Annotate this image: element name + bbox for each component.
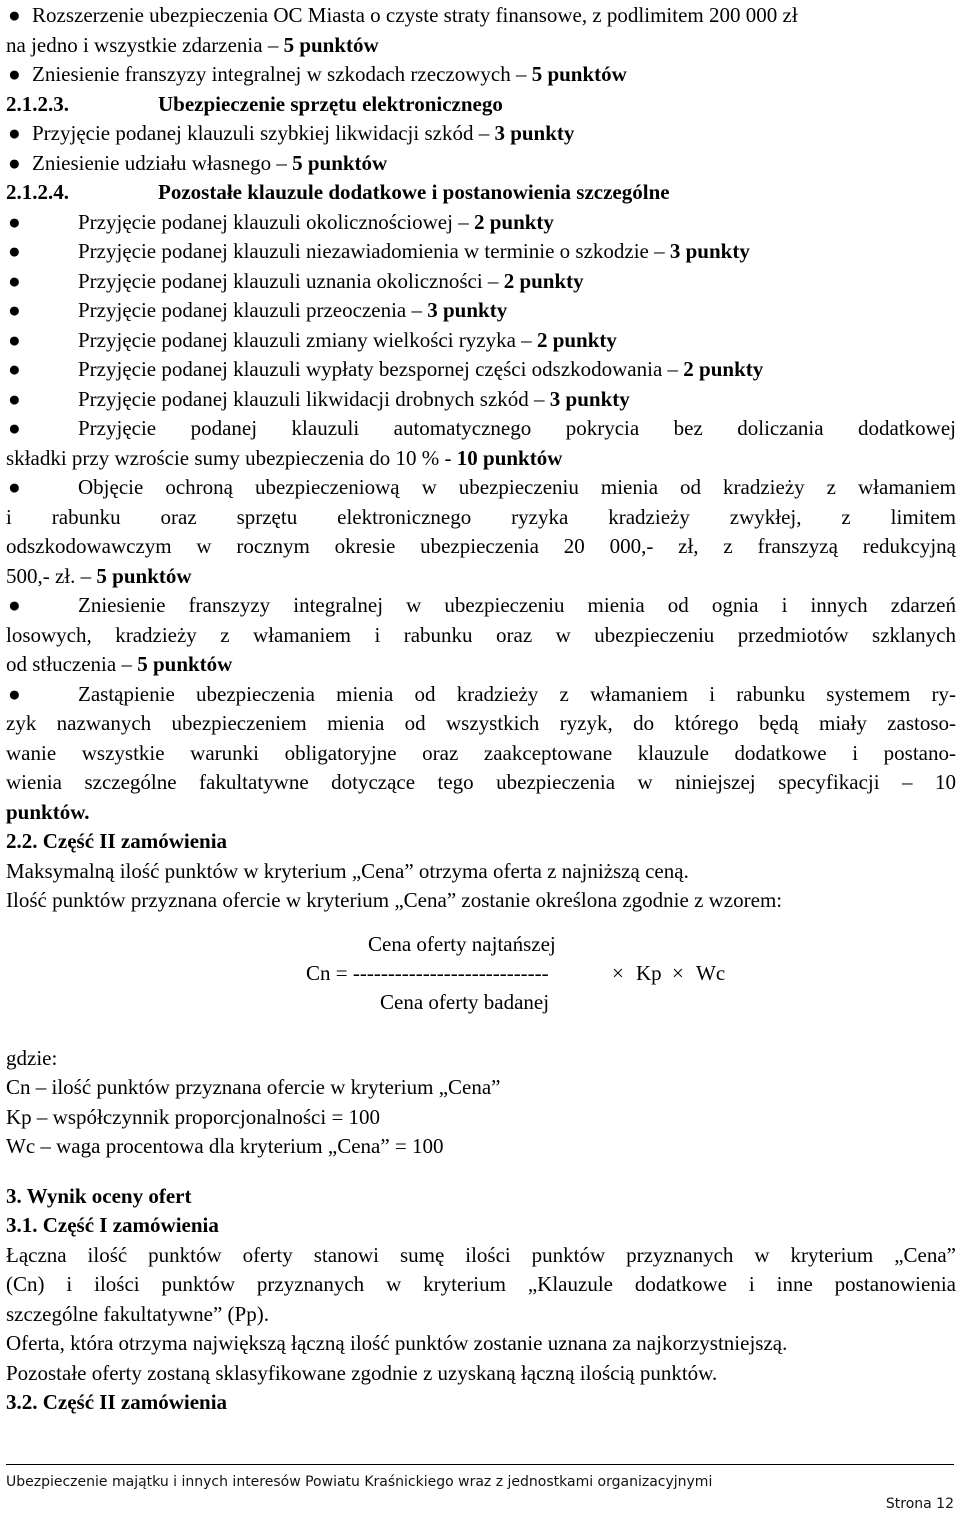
list-item (6, 385, 956, 415)
list-item-text: Przyjęcie podanej klauzuli zmiany wielkości ryzyka – (78, 327, 537, 352)
formula-denominator: Cena oferty badanej (380, 989, 550, 1014)
section-heading-3-2: 3.2. Część II zamówienia (6, 1390, 228, 1414)
formula-numerator: Cena oferty najtańszej (368, 931, 556, 956)
bullet-icon: ● (8, 681, 21, 706)
list-item-text: Objęcie ochroną ubezpieczeniową w ubezpieczeniu mienia od kradzieży z włamaniem (78, 475, 956, 499)
paragraph-line: Ilość punktów przyznana ofercie w kryterium „Cena” zostanie określona zgodnie z wzorem: (6, 888, 783, 912)
list-item (6, 149, 956, 179)
section-heading-2-1-2-4 (6, 178, 956, 208)
paragraph-line: Oferta, która otrzyma największą łączną ilość punktów zostanie uznana za najkorzystniejszą. (6, 1331, 788, 1355)
list-item-text: Zastąpienie ubezpieczenia mienia od kradzieży z włamaniem i rabunku systemem ry- (78, 681, 956, 706)
list-item-text: Zniesienie franszyzy integralnej w ubezpieczeniu mienia od ognia i innych zdarzeń (78, 593, 956, 617)
footer-text: Ubezpieczenie majątku i innych interesów Powiatu Kraśnickiego wraz z jednostkami organizacyjnymi (6, 1474, 713, 1490)
list-item (6, 591, 956, 621)
document-body (6, 1, 956, 1418)
bullet-icon: ● (8, 121, 21, 145)
section-number: 2.1.2.3. (6, 91, 69, 116)
points-value: 5 punktów (96, 563, 192, 588)
list-item (6, 60, 956, 90)
list-item-continuation: wienia szczególne fakultatywne dotyczące tego ubezpieczenia w niniejszej specyfikacji – 10 (6, 770, 956, 794)
page-footer (6, 1468, 954, 1498)
points-value: 3 punkty (669, 239, 750, 263)
list-item (6, 414, 956, 444)
list-item-continuation: od stłuczenia – 5 punktów (6, 652, 233, 676)
times-icon: × (612, 960, 624, 985)
list-item-continuation: losowych, kradzieży z włamaniem i rabunku oraz w ubezpieczeniu przedmiotów szklanych (6, 622, 956, 647)
section-title: Pozostałe klauzule dodatkowe i postanowienia szczególne (158, 180, 670, 204)
section-heading-2-1-2-3 (6, 90, 956, 120)
points-value: punktów. (6, 799, 90, 824)
list-item (6, 473, 956, 503)
bullet-icon: ● (8, 386, 21, 411)
list-item-text: Zniesienie franszyzy integralnej w szkodach rzeczowych – (32, 62, 532, 86)
paragraph-line: Łączna ilość punktów oferty stanowi sumę ilości punktów przyznanych w kryterium „Cena” (6, 1242, 956, 1267)
list-item (6, 237, 956, 267)
legend-item: Wc – waga procentowa dla kryterium „Cena” = 100 (6, 1134, 444, 1158)
points-value: 3 punkty (494, 121, 575, 145)
list-item (6, 680, 956, 710)
list-item-text: Przyjęcie podanej klauzuli wypłaty bezspornej części odszkodowania – (78, 357, 684, 381)
bullet-icon: ● (8, 475, 21, 499)
points-value: 3 punkty (549, 386, 630, 411)
list-item (6, 326, 956, 356)
bullet-icon: ● (8, 268, 21, 293)
bullet-icon: ● (8, 150, 21, 175)
section-heading-3: 3. Wynik oceny ofert (6, 1183, 192, 1208)
list-item-text: Przyjęcie podanej klauzuli przeoczenia – (78, 298, 428, 322)
bullet-icon: ● (8, 298, 21, 322)
bullet-icon: ● (8, 357, 21, 381)
legend-intro: gdzie: (6, 1045, 58, 1070)
bullet-icon: ● (8, 209, 21, 234)
paragraph-line: szczególne fakultatywne” (Pp). (6, 1301, 269, 1326)
points-value: 5 punktów (137, 652, 233, 676)
list-item (6, 208, 956, 238)
points-value: 5 punktów (292, 150, 388, 175)
list-item-text: Przyjęcie podanej klauzuli likwidacji drobnych szkód – (78, 386, 550, 411)
price-formula (6, 930, 956, 1038)
list-item-continuation: zyk nazwanych ubezpieczeniem mienia od wszystkich ryzyk, do którego będą miały zastoso- (6, 711, 956, 735)
list-item-continuation: odszkodowawczym w rocznym okresie ubezpieczenia 20 000,- zł, z franszyzą redukcyjną (6, 534, 956, 558)
section-title: Ubezpieczenie sprzętu elektronicznego (158, 91, 503, 116)
paragraph-line: (Cn) i ilości punktów przyznanych w kryterium „Klauzule dodatkowe i inne postanowienia (6, 1272, 956, 1296)
points-value: 3 punkty (427, 298, 508, 322)
list-item-text: Przyjęcie podanej klauzuli automatycznego pokrycia bez doliczania dodatkowej (78, 416, 956, 440)
list-item (6, 1, 956, 31)
points-value: 5 punktów (283, 32, 379, 57)
list-item-continuation: i rabunku oraz sprzętu elektronicznego ryzyka kradzieży zwykłej, z limitem (6, 504, 956, 529)
list-item-continuation: na jedno i wszystkie zdarzenia – 5 punktów (6, 32, 379, 57)
formula-kp: Kp (636, 960, 662, 985)
list-item-continuation: składki przy wzroście sumy ubezpieczenia do 10 % - 10 punktów (6, 445, 563, 470)
times-icon: × (672, 960, 684, 985)
list-item (6, 296, 956, 326)
bullet-icon: ● (8, 239, 21, 263)
formula-wc: Wc (696, 960, 726, 985)
bullet-icon: ● (8, 593, 21, 617)
points-value: 2 punkty (503, 268, 584, 293)
points-value: 5 punktów (531, 62, 627, 86)
paragraph-line: Pozostałe oferty zostaną sklasyfikowane zgodnie z uzyskaną łączną ilością punktów. (6, 1360, 718, 1385)
section-number: 2.1.2.4. (6, 180, 69, 204)
page-number: Strona 12 (885, 1496, 954, 1512)
points-value: 2 punkty (473, 209, 554, 234)
list-item (6, 355, 956, 385)
bullet-icon: ● (8, 62, 21, 86)
paragraph-line: Maksymalną ilość punktów w kryterium „Cena” otrzyma oferta z najniższą ceną. (6, 858, 689, 883)
section-heading-3-1: 3.1. Część I zamówienia (6, 1213, 219, 1237)
points-value: 2 punkty (683, 357, 764, 381)
list-item (6, 119, 956, 149)
formula-lhs: Cn = ---------------------------- (306, 960, 549, 985)
points-value: 2 punkty (536, 327, 617, 352)
points-value: 10 punktów (456, 445, 563, 470)
bullet-icon: ● (8, 416, 21, 440)
list-item-text: Przyjęcie podanej klauzuli niezawiadomienia w terminie o szkodzie – (78, 239, 670, 263)
list-item-text: Przyjęcie podanej klauzuli szybkiej likwidacji szkód – (32, 121, 495, 145)
bullet-icon: ● (8, 3, 21, 27)
section-heading-2-2: 2.2. Część II zamówienia (6, 829, 228, 853)
list-item-text: Rozszerzenie ubezpieczenia OC Miasta o czyste straty finansowe, z podlimitem 200 000 zł (32, 3, 798, 27)
list-item-continuation: 500,- zł. – 5 punktów (6, 563, 192, 588)
list-item-text: Przyjęcie podanej klauzuli uznania okoliczności – (78, 268, 504, 293)
list-item-text: Przyjęcie podanej klauzuli okolicznościowej – (78, 209, 474, 234)
legend-item: Cn – ilość punktów przyznana ofercie w kryterium „Cena” (6, 1075, 501, 1099)
list-item-continuation (6, 798, 956, 828)
bullet-icon: ● (8, 327, 21, 352)
footer-divider (6, 1464, 954, 1465)
list-item (6, 267, 956, 297)
list-item-text: Zniesienie udziału własnego – (32, 150, 293, 175)
legend-item: Kp – współczynnik proporcjonalności = 100 (6, 1104, 381, 1129)
list-item-continuation: wanie wszystkie warunki obligatoryjne oraz zaakceptowane klauzule dodatkowe i postano- (6, 740, 956, 765)
